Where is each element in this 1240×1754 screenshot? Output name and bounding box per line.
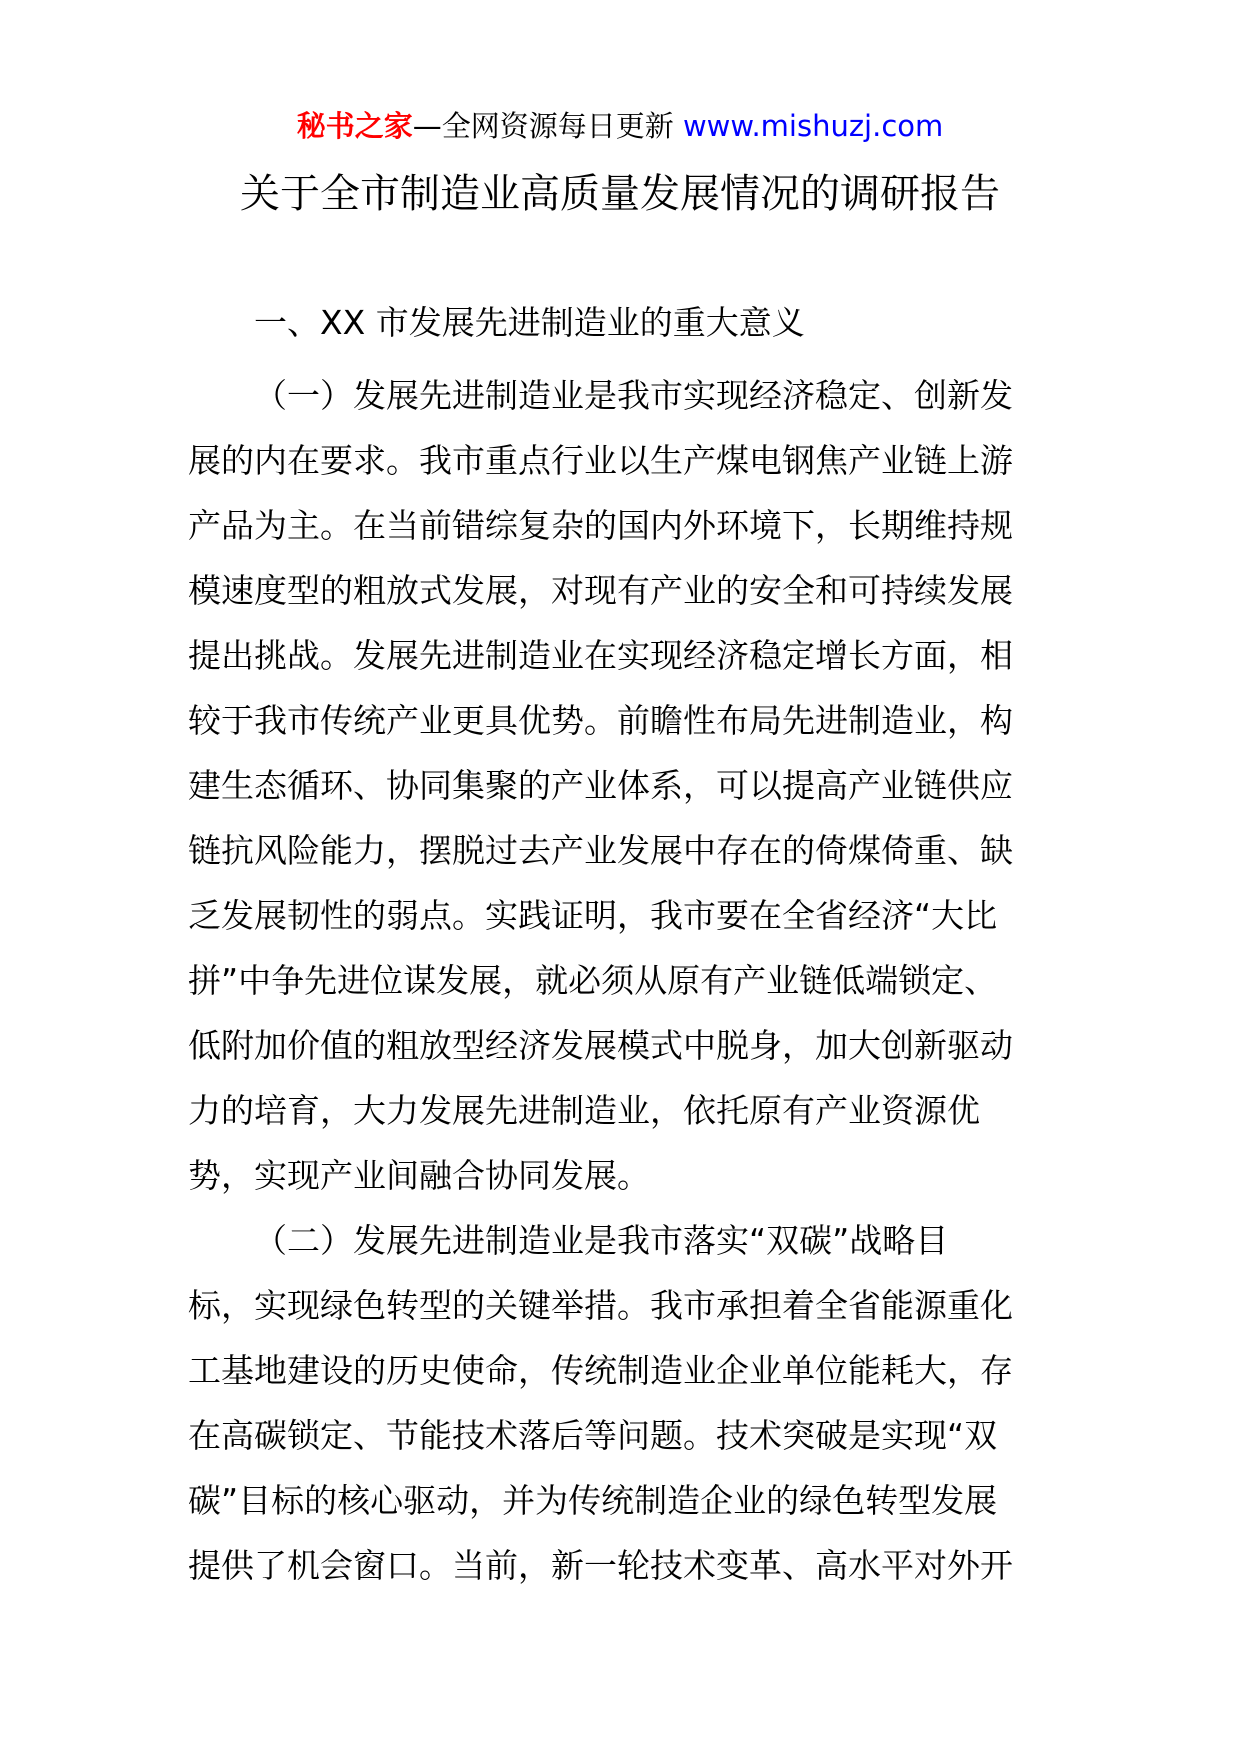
paragraph-line: 展的内在要求。我市重点行业以生产煤电钢焦产业链上游 (188, 441, 1013, 480)
paragraph-line: 较于我市传统产业更具优势。前瞻性布局先进制造业，构 (188, 701, 1013, 740)
document-title: 关于全市制造业高质量发展情况的调研报告 (240, 171, 1000, 217)
brand-name: 秘书之家 (296, 109, 413, 143)
paragraph-1 (188, 363, 1056, 1208)
paragraph-line: 低附加价值的粗放型经济发展模式中脱身，加大创新驱动 (188, 1026, 1013, 1065)
paragraph-line: 提供了机会窗口。当前，新一轮技术变革、高水平对外开 (188, 1546, 1013, 1585)
document-body (188, 298, 1056, 1598)
paragraph-line: 提出挑战。发展先进制造业在实现经济稳定增长方面，相 (188, 636, 1013, 675)
paragraph-line: 标，实现绿色转型的关键举措。我市承担着全省能源重化 (188, 1286, 1013, 1325)
paragraph-line: 力的培育，大力发展先进制造业，依托原有产业资源优 (188, 1091, 980, 1130)
paragraph-line: 拼”中争先进位谋发展，就必须从原有产业链低端锁定、 (188, 961, 998, 1000)
paragraph-line: （二）发展先进制造业是我市落实“双碳”战略目 (254, 1221, 949, 1260)
paragraph-line: 碳”目标的核心驱动，并为传统制造企业的绿色转型发展 (188, 1481, 998, 1520)
section-heading: 一、XX 市发展先进制造业的重大意义 (254, 303, 805, 342)
paragraph-line: 乏发展韧性的弱点。实践证明，我市要在全省经济“大比 (188, 896, 998, 935)
paragraph-line: 模速度型的粗放式发展，对现有产业的安全和可持续发展 (188, 571, 1013, 610)
paragraph-line: 建生态循环、协同集聚的产业体系，可以提高产业链供应 (188, 766, 1013, 805)
paragraph-line: 产品为主。在当前错综复杂的国内外环境下，长期维持规 (188, 506, 1013, 545)
paragraph-line: 工基地建设的历史使命，传统制造业企业单位能耗大，存 (188, 1351, 1013, 1390)
paragraph-line: （一）发展先进制造业是我市实现经济稳定、创新发 (254, 376, 1013, 415)
paragraph-line: 链抗风险能力，摆脱过去产业发展中存在的倚煤倚重、缺 (188, 831, 1013, 870)
site-url: www.mishuzj.com (682, 109, 944, 143)
paragraph-line: 势，实现产业间融合协同发展。 (188, 1156, 650, 1195)
paragraph-2 (188, 1208, 1056, 1598)
watermark-slogan: —全网资源每日更新 (412, 109, 683, 143)
site-watermark-header (0, 104, 1240, 148)
paragraph-line: 在高碳锁定、节能技术落后等问题。技术突破是实现“双 (188, 1416, 998, 1455)
